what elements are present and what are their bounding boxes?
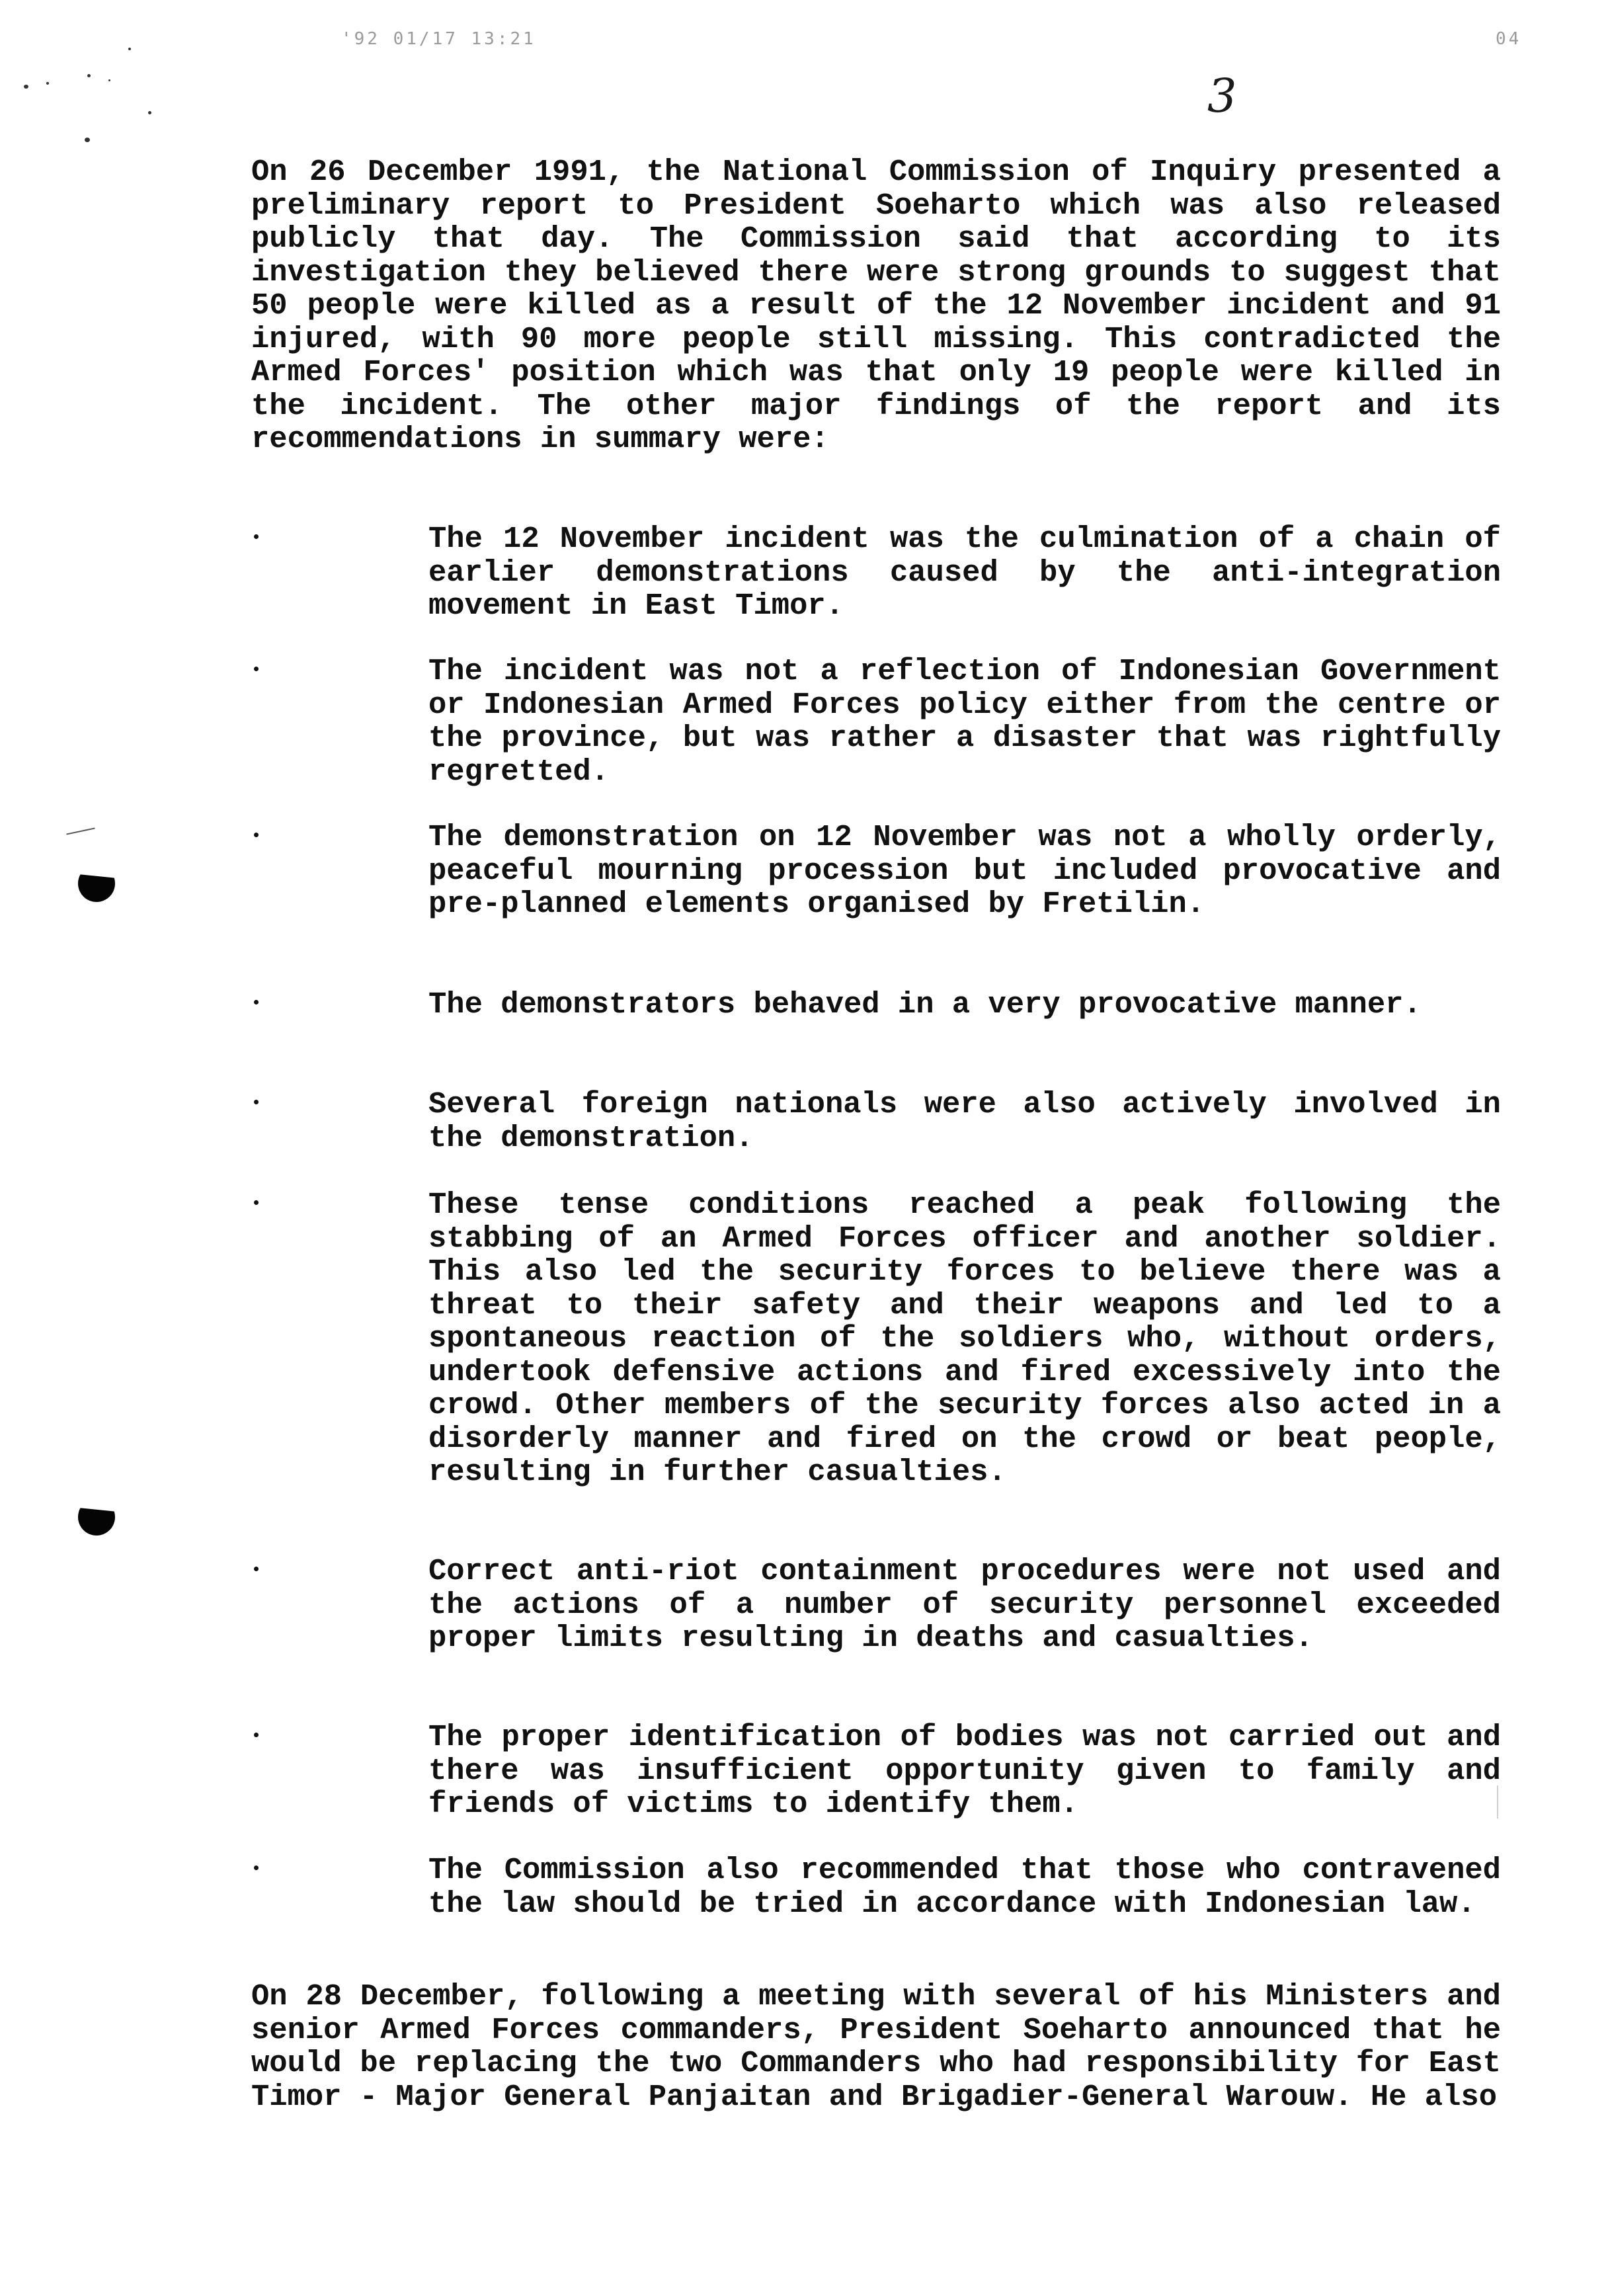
bullet-icon <box>254 1000 259 1004</box>
list-item-text: Several foreign nationals were also actively involved in the demonstration. <box>428 1087 1501 1155</box>
bullet-icon <box>254 534 259 539</box>
list-item-text: The Commission also recommended that those who contravened the law should be tried in accordance with Indonesian law. <box>428 1853 1501 1921</box>
closing-paragraph: On 28 December, following a meeting with several of his Ministers and senior Armed Forces commanders, President Soeharto announced that he would be replacing the two Commanders who had responsibility for East Timor - Major General Panjaitan and Brigadier-General Warouw. He also <box>251 1979 1501 2114</box>
list-item-text: The incident was not a reflection of Indonesian Government or Indonesian Armed Forces policy either from the centre or the province, but was rather a disaster that was rightfully regretted. <box>428 654 1501 789</box>
bullet-icon <box>254 667 259 671</box>
bullet-icon <box>254 1200 259 1205</box>
bullet-icon <box>254 1733 259 1737</box>
fax-page-code: 04 <box>1496 29 1522 49</box>
bullet-icon <box>254 833 259 837</box>
list-item-text: These tense conditions reached a peak following the stabbing of an Armed Forces officer and another soldier. This also led the security forces to believe there was a threat to their safety and their weapons and led to a spontaneous reaction of the soldiers who, without orders, undertook defensive actions and fired excessively into the crowd. Other members of the security forces also acted in a disorderly manner and fired on the crowd or beat people, resulting in further casualties. <box>428 1188 1501 1489</box>
list-item-text: Correct anti-riot containment procedures were not used and the actions of a number of security personnel exceeded proper limits resulting in deaths and casualties. <box>428 1554 1501 1655</box>
bullet-icon <box>254 1866 259 1870</box>
page-number: 3 <box>1207 69 1237 123</box>
list-item-text: The 12 November incident was the culmination of a chain of earlier demonstrations caused by the anti-integration movement in East Timor. <box>428 522 1501 623</box>
bullet-icon <box>254 1567 259 1571</box>
list-item-text: The demonstration on 12 November was not a wholly orderly, peaceful mourning procession but included provocative and pre-planned elements organised by Fretilin. <box>428 820 1501 921</box>
fax-timestamp: '92 01/17 13:21 <box>341 29 536 49</box>
list-item-text: The demonstrators behaved in a very provocative manner. <box>428 987 1422 1022</box>
intro-paragraph: On 26 December 1991, the National Commission of Inquiry presented a preliminary report to President Soeharto which was also released publicly that day. The Commission said that according to its investigation they believed there were strong grounds to suggest that 50 people were killed as a result of the 12 November incident and 91 injured, with 90 more people still missing. This contradicted the Armed Forces' position which was that only 19 people were killed in the incident. The other major findings of the report and its recommendations in summary were: <box>251 155 1501 456</box>
bullet-icon <box>254 1100 259 1104</box>
list-item-text: The proper identification of bodies was not carried out and there was insufficient opportunity given to family and friends of victims to identify them. <box>428 1720 1501 1821</box>
